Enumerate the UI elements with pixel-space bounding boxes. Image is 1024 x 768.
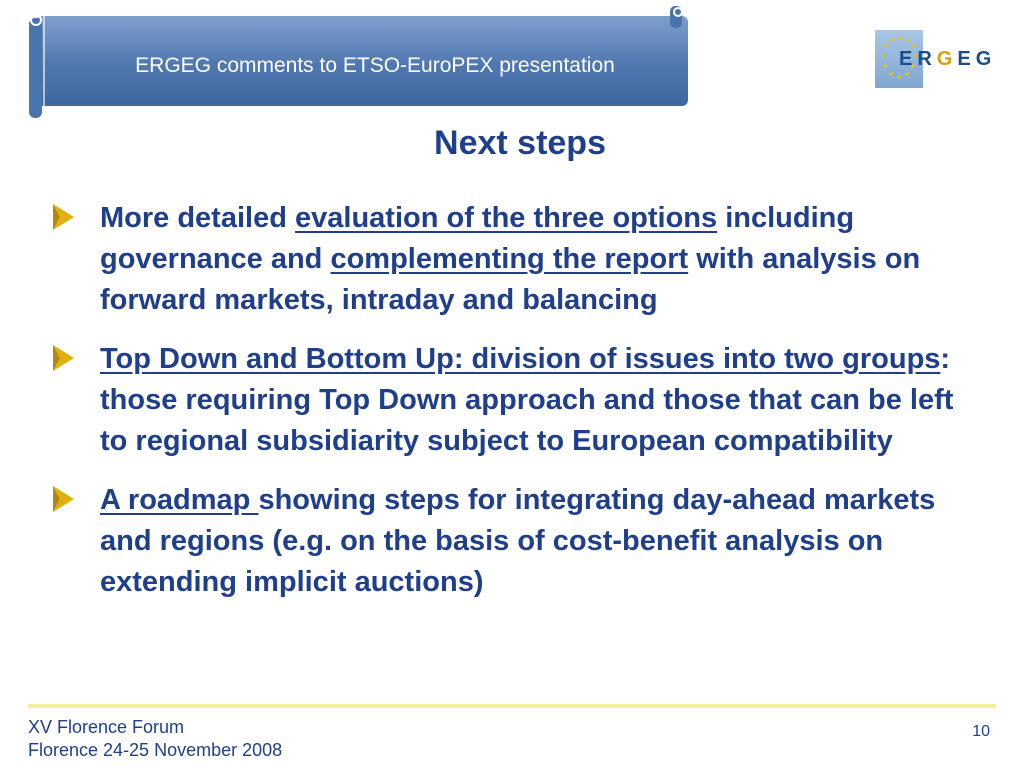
header-banner (28, 6, 692, 118)
footer-divider (28, 704, 996, 708)
ergeg-logo (875, 30, 997, 88)
logo-letter: G (975, 48, 997, 70)
bullet-text-part: showing steps for integrating day-ahead markets and regions (e.g. on the basis of cost-benefit analysis on extending implicit auctions) (100, 484, 936, 598)
arrow-bullet-icon (50, 343, 76, 373)
logo-letter: G (936, 48, 958, 70)
footer-line-1: XV Florence Forum (28, 717, 185, 737)
slide-heading-container (0, 124, 1024, 163)
logo-wordmark (899, 48, 996, 71)
footer-event (28, 716, 282, 762)
page-number: 10 (972, 723, 990, 740)
bullet-list (50, 198, 980, 621)
logo-letter: E (957, 48, 976, 70)
banner-title: ERGEG comments to ETSO-EuroPEX presentation (135, 54, 615, 77)
slide-title: Next steps (434, 124, 606, 162)
underlined-phrase: evaluation of the three options (295, 202, 718, 234)
bullet-text-part: More detailed (100, 202, 295, 234)
logo-letter: R (917, 48, 937, 70)
bullet-text (100, 198, 980, 321)
bullet-item (50, 198, 980, 321)
bullet-text (100, 339, 980, 462)
underlined-phrase: Top Down and Bottom Up: division of issues into two groups (100, 343, 941, 375)
bullet-text-part: : those requiring Top Down approach and those that can be left to regional subsidiarity subject to European compatibility (100, 343, 954, 457)
bullet-text (100, 480, 980, 603)
underlined-phrase: complementing the report (330, 243, 689, 275)
underlined-phrase: A roadmap (100, 484, 259, 516)
bullet-text-part: with analysis on forward markets, intraday and balancing (100, 243, 921, 316)
bullet-item (50, 339, 980, 462)
arrow-bullet-icon (50, 484, 76, 514)
logo-letter: E (899, 48, 918, 70)
arrow-bullet-icon (50, 202, 76, 232)
bullet-text-part: including governance and (100, 202, 855, 275)
bullet-item (50, 480, 980, 603)
footer-line-2: Florence 24-25 November 2008 (28, 740, 283, 760)
